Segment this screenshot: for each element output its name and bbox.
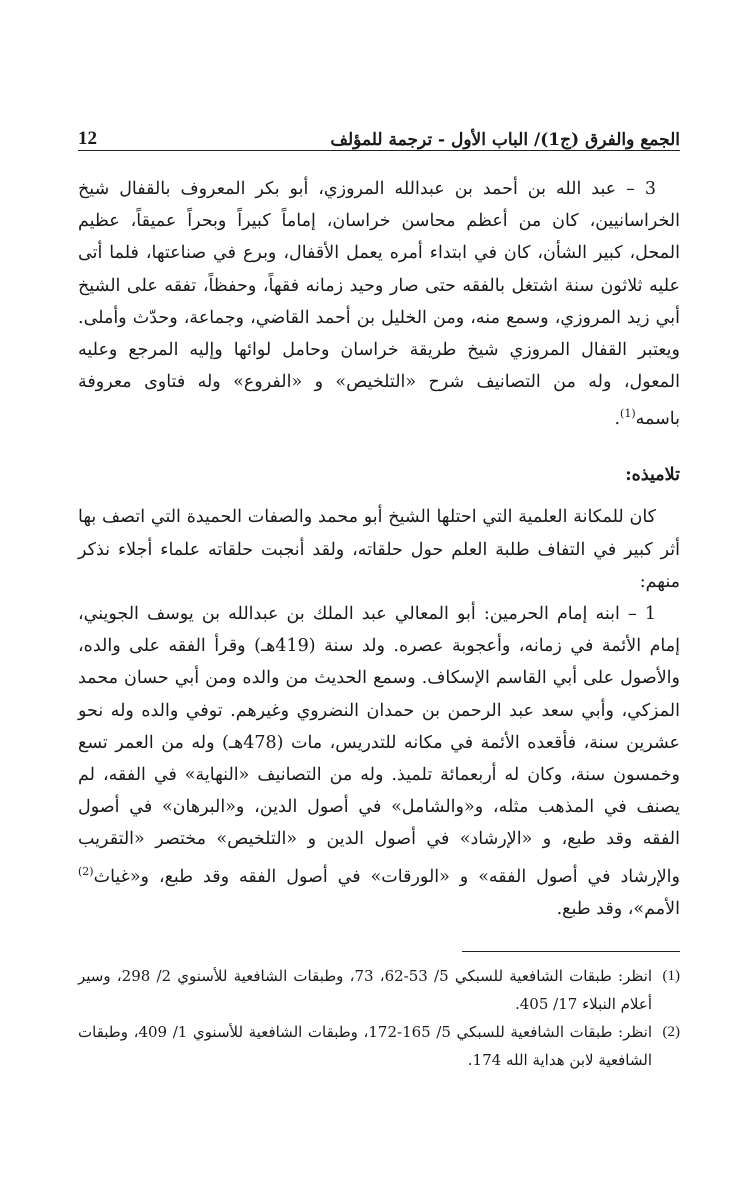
running-title: الجمع والفرق (ج1)/ الباب الأول - ترجمة للمؤلف — [330, 130, 680, 150]
footnote-divider — [462, 951, 680, 952]
footnote — [78, 1018, 680, 1074]
page-number: 12 — [78, 128, 97, 149]
student-entry-text: 1 – ابنه إمام الحرمين: أبو المعالي عبد الملك بن عبدالله بن يوسف الجويني، إمام الأئمة في زمانه، وأعجوبة عصره. ولد سنة (419هـ) وقرأ الفقه على والده، والأصول على أبي القاسم الإسكاف. وسمع الحديث من والده ومن أبي حسان محمد المزكي، وأبي سعد عبد الرحمن بن حمدان النضروي وغيرهم. توفي والده وله نحو عشرين سنة، فأقعده الأئمة في مكانه للتدريس، مات (478هـ) وله من العمر تسع وخمسون سنة، وكان له أربعمائة تلميذ. وله من التصانيف «النهاية» في الفقه، لم يصنف في المذهب مثله، و«والشامل» في أصول الدين، و«البرهان» في أصول الفقه وقد طبع، و «الإرشاد» في أصول الدين و «التلخيص» مختصر «التقريب والإرشاد في أصول الفقه» و «الورقات» في أصول الفقه وقد طبع، و«غياث — [78, 604, 681, 887]
footnote-text: انظر: طبقات الشافعية للسبكي 5/ 165-172، وطبقات الشافعية للأسنوي 1/ 409، وطبقات الشافعية لابن هداية الله 174. — [78, 1022, 652, 1069]
footnote-ref-2: (2) — [78, 864, 94, 878]
students-intro-paragraph: كان للمكانة العلمية التي احتلها الشيخ أبو محمد والصفات الحميدة التي اتصف بها أثر كبير في التفاف طلبة العلم حول حلقاته، ولقد أنجبت حلقاته علماء أجلاء نذكر منهم: — [78, 507, 680, 592]
student-entry-end: الأمم»، وقد طبع. — [556, 898, 680, 919]
biography-paragraph — [78, 173, 680, 435]
footnote — [78, 962, 680, 1018]
student-entry-paragraph — [78, 598, 680, 925]
biography-text: 3 – عبد الله بن أحمد بن عبدالله المروزي، أبو بكر المعروف بالقفال شيخ الخراسانيين، كان من أعظم محاسن خراسان، إماماً كبيراً وبحراً عميقاً، عظيم المحل، كبير الشأن، كان في ابتداء أمره يعمل الأقفال، وبرع في صناعتها، فلما أتى عليه ثلاثون سنة اشتغل بالفقه حتى صار وحيد زمانه فقهاً، وحفظاً، تفقه على الشيخ أبي زيد المروزي، وسمع منه، ومن الخليل بن أحمد القاضي، وجماعة، وحدّث وأملى. ويعتبر القفال المروزي شيخ طريقة خراسان وحامل لوائها وإليه المرجع وعليه المعول، وله من التصانيف شرح «التلخيص» و «الفروع» وله فتاوى معروفة باسمه — [78, 179, 680, 430]
book-page — [78, 112, 680, 1074]
footnote-ref-1: (1) — [620, 407, 636, 421]
section-heading: تلاميذه: — [625, 465, 680, 486]
biography-end: . — [614, 409, 621, 430]
page-header — [78, 112, 680, 151]
footnote-marker: (1) — [662, 967, 680, 984]
footnote-marker: (2) — [662, 1023, 680, 1040]
footnote-text: انظر: طبقات الشافعية للسبكي 5/ 53-62، 73، وطبقات الشافعية للأسنوي 2/ 298، وسير أعلام النبلاء 17/ 405. — [78, 966, 653, 1013]
